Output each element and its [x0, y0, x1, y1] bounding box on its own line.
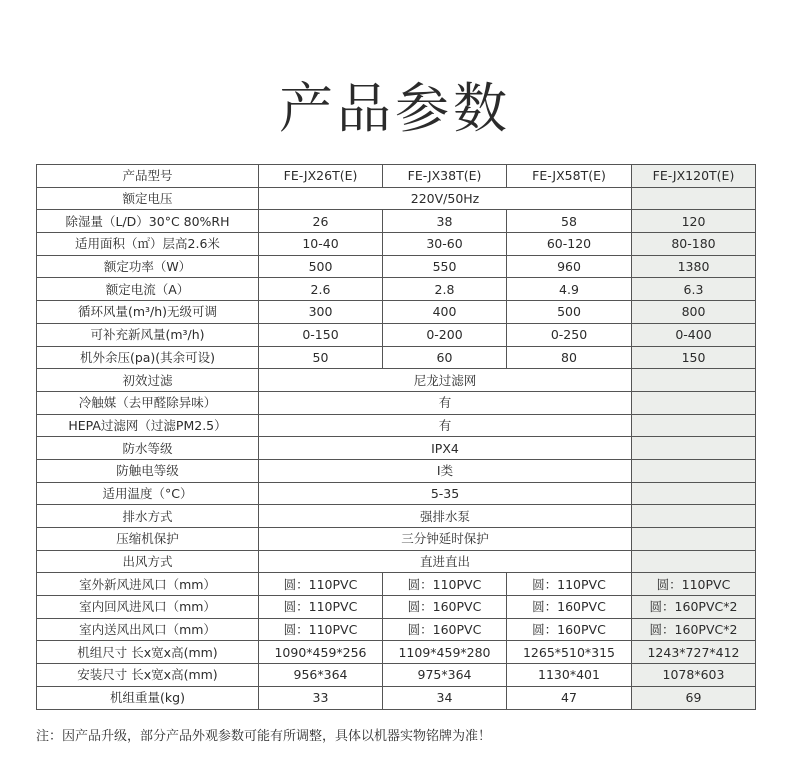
value-cell: 0-400	[632, 323, 756, 346]
merged-value-cell: 有	[259, 414, 632, 437]
value-cell: 圆：110PVC	[259, 573, 383, 596]
value-cell: 圆：110PVC	[383, 573, 507, 596]
row-label-cell: 防触电等级	[37, 459, 259, 482]
value-cell: 圆：160PVC	[383, 596, 507, 619]
highlight-blank-cell	[632, 459, 756, 482]
merged-value-cell: 尼龙过滤网	[259, 369, 632, 392]
value-cell: 58	[507, 210, 632, 233]
row-label-cell: 额定功率（W）	[37, 255, 259, 278]
value-cell: 550	[383, 255, 507, 278]
highlight-blank-cell	[632, 369, 756, 392]
value-cell: 33	[259, 686, 383, 709]
value-cell: 圆：160PVC	[507, 618, 632, 641]
value-cell: 26	[259, 210, 383, 233]
table-row	[37, 550, 756, 573]
value-cell: 400	[383, 301, 507, 324]
row-label-cell: 可补充新风量(m³/h)	[37, 323, 259, 346]
table-row	[37, 301, 756, 324]
row-label-cell: 室外新风进风口（mm）	[37, 573, 259, 596]
row-label-cell: 冷触媒（去甲醛除异味）	[37, 391, 259, 414]
row-label-cell: 机组重量(kg)	[37, 686, 259, 709]
table-row	[37, 346, 756, 369]
table-row	[37, 596, 756, 619]
header-label-cell: 产品型号	[37, 165, 259, 188]
table-row	[37, 618, 756, 641]
row-label-cell: 除湿量（L/D）30°C 80%RH	[37, 210, 259, 233]
table-row	[37, 210, 756, 233]
highlight-blank-cell	[632, 528, 756, 551]
value-cell: 6.3	[632, 278, 756, 301]
row-label-cell: 出风方式	[37, 550, 259, 573]
spec-table	[36, 164, 756, 710]
table-row	[37, 187, 756, 210]
value-cell: 1109*459*280	[383, 641, 507, 664]
table-row	[37, 391, 756, 414]
header-model-cell: FE-JX58T(E)	[507, 165, 632, 188]
value-cell: 38	[383, 210, 507, 233]
highlight-blank-cell	[632, 437, 756, 460]
header-model-cell: FE-JX26T(E)	[259, 165, 383, 188]
value-cell: 500	[507, 301, 632, 324]
value-cell: 975*364	[383, 664, 507, 687]
value-cell: 150	[632, 346, 756, 369]
row-label-cell: 室内回风进风口（mm）	[37, 596, 259, 619]
highlight-blank-cell	[632, 187, 756, 210]
value-cell: 47	[507, 686, 632, 709]
value-cell: 圆：160PVC	[507, 596, 632, 619]
value-cell: 60	[383, 346, 507, 369]
row-label-cell: 额定电流（A）	[37, 278, 259, 301]
merged-value-cell: 有	[259, 391, 632, 414]
value-cell: 80-180	[632, 233, 756, 256]
value-cell: 1265*510*315	[507, 641, 632, 664]
merged-value-cell: 直进直出	[259, 550, 632, 573]
value-cell: 50	[259, 346, 383, 369]
merged-value-cell: 5-35	[259, 482, 632, 505]
table-row	[37, 414, 756, 437]
table-row	[37, 528, 756, 551]
row-label-cell: HEPA过滤网（过滤PM2.5）	[37, 414, 259, 437]
table-row	[37, 482, 756, 505]
value-cell: 60-120	[507, 233, 632, 256]
value-cell: 1078*603	[632, 664, 756, 687]
value-cell: 圆：110PVC	[632, 573, 756, 596]
value-cell: 4.9	[507, 278, 632, 301]
value-cell: 0-200	[383, 323, 507, 346]
value-cell: 2.6	[259, 278, 383, 301]
table-header-row	[37, 165, 756, 188]
value-cell: 2.8	[383, 278, 507, 301]
table-row	[37, 278, 756, 301]
row-label-cell: 压缩机保护	[37, 528, 259, 551]
row-label-cell: 机外余压(pa)(其余可设)	[37, 346, 259, 369]
value-cell: 960	[507, 255, 632, 278]
value-cell: 69	[632, 686, 756, 709]
row-label-cell: 初效过滤	[37, 369, 259, 392]
table-row	[37, 233, 756, 256]
value-cell: 956*364	[259, 664, 383, 687]
highlight-blank-cell	[632, 482, 756, 505]
table-row	[37, 369, 756, 392]
table-row	[37, 505, 756, 528]
value-cell: 34	[383, 686, 507, 709]
page-title: 产品参数	[279, 77, 511, 140]
row-label-cell: 安装尺寸 长x宽x高(mm)	[37, 664, 259, 687]
table-row	[37, 437, 756, 460]
table-row	[37, 255, 756, 278]
highlight-blank-cell	[632, 414, 756, 437]
value-cell: 0-150	[259, 323, 383, 346]
row-label-cell: 适用面积（㎡）层高2.6米	[37, 233, 259, 256]
value-cell: 圆：110PVC	[259, 596, 383, 619]
merged-value-cell: 220V/50Hz	[259, 187, 632, 210]
table-row	[37, 641, 756, 664]
highlight-blank-cell	[632, 505, 756, 528]
table-row	[37, 686, 756, 709]
highlight-blank-cell	[632, 391, 756, 414]
merged-value-cell: 三分钟延时保护	[259, 528, 632, 551]
value-cell: 圆：110PVC	[507, 573, 632, 596]
row-label-cell: 防水等级	[37, 437, 259, 460]
value-cell: 0-250	[507, 323, 632, 346]
value-cell: 圆：160PVC	[383, 618, 507, 641]
value-cell: 10-40	[259, 233, 383, 256]
table-row	[37, 573, 756, 596]
value-cell: 800	[632, 301, 756, 324]
value-cell: 500	[259, 255, 383, 278]
row-label-cell: 适用温度（°C）	[37, 482, 259, 505]
value-cell: 30-60	[383, 233, 507, 256]
value-cell: 圆：160PVC*2	[632, 618, 756, 641]
row-label-cell: 循环风量(m³/h)无级可调	[37, 301, 259, 324]
footnote: 注：因产品升级，部分产品外观参数可能有所调整，具体以机器实物铭牌为准！	[36, 729, 492, 744]
merged-value-cell: 强排水泵	[259, 505, 632, 528]
value-cell: 1090*459*256	[259, 641, 383, 664]
value-cell: 80	[507, 346, 632, 369]
table-row	[37, 664, 756, 687]
value-cell: 圆：160PVC*2	[632, 596, 756, 619]
row-label-cell: 机组尺寸 长x宽x高(mm)	[37, 641, 259, 664]
row-label-cell: 额定电压	[37, 187, 259, 210]
value-cell: 300	[259, 301, 383, 324]
merged-value-cell: IPX4	[259, 437, 632, 460]
row-label-cell: 排水方式	[37, 505, 259, 528]
value-cell: 120	[632, 210, 756, 233]
table-row	[37, 459, 756, 482]
merged-value-cell: I类	[259, 459, 632, 482]
value-cell: 1380	[632, 255, 756, 278]
value-cell: 1243*727*412	[632, 641, 756, 664]
value-cell: 圆：110PVC	[259, 618, 383, 641]
value-cell: 1130*401	[507, 664, 632, 687]
header-model-cell: FE-JX38T(E)	[383, 165, 507, 188]
table-row	[37, 323, 756, 346]
row-label-cell: 室内送风出风口（mm）	[37, 618, 259, 641]
highlight-blank-cell	[632, 550, 756, 573]
header-model-cell: FE-JX120T(E)	[632, 165, 756, 188]
